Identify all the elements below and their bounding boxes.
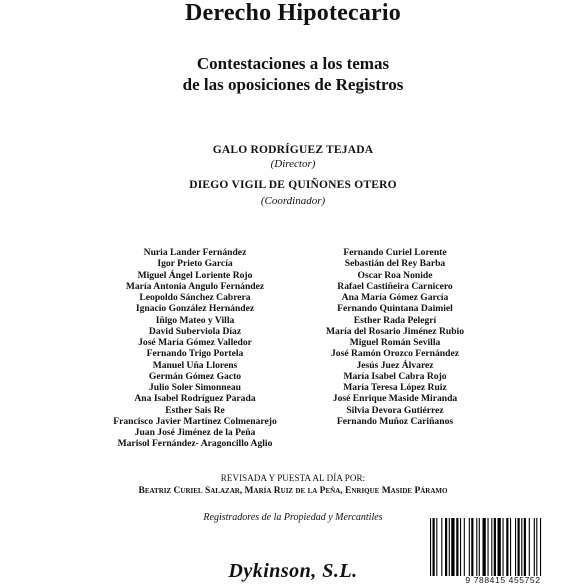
subtitle-line-1: Contestaciones a los temas: [196, 54, 390, 73]
barcode-bar: [469, 518, 470, 576]
barcode-bar: [510, 518, 511, 576]
author-name: Silvia Devora Gutiérrez: [346, 404, 444, 416]
director-role: (Director): [270, 158, 316, 170]
barcode-bar: [498, 518, 501, 576]
author-name: David Suberviola Díaz: [148, 325, 242, 337]
author-name: Miguel Ángel Loriente Rojo: [137, 269, 253, 281]
barcode-bar: [464, 518, 465, 576]
barcode-bar: [540, 518, 541, 576]
author-name: Juan José Jiménez de la Peña: [134, 427, 256, 438]
author-name: Nuria Lander Fernández: [143, 247, 247, 258]
author-name: Miguel Román Sevilla: [349, 337, 441, 348]
barcode-bar: [506, 518, 508, 576]
isbn-barcode: [420, 516, 586, 586]
author-name: Fernando Quintana Daimiel: [337, 303, 453, 315]
barcode-bar: [483, 518, 486, 576]
barcode-bar: [503, 518, 504, 576]
author-name: Ana Isabel Rodríguez Parada: [134, 393, 256, 405]
barcode-bar: [449, 518, 450, 576]
author-name: Igor Prieto García: [157, 258, 233, 270]
author-name: Marisol Fernández- Aragoncillo Aglio: [117, 438, 273, 450]
barcode-bar: [518, 518, 520, 576]
barcode-bar: [534, 518, 535, 576]
author-name: Manuel Uña Llorens: [152, 359, 238, 371]
author-name: Francisco Javier Martínez Colmenarejo: [113, 415, 277, 427]
barcode-bar: [536, 518, 537, 576]
author-name: Jesús Juez Álvarez: [356, 359, 434, 371]
author-name: María Antonia Angulo Fernández: [125, 280, 265, 292]
author-name: Esther Sais Re: [165, 404, 225, 416]
barcode-bar: [436, 518, 437, 576]
barcode-bar: [488, 518, 489, 576]
author-name: María Teresa López Ruiz: [343, 382, 447, 393]
author-name: José Ramón Orozco Fernández: [331, 348, 459, 360]
author-name: Julio Soler Simonneau: [148, 382, 242, 393]
barcode-bar: [515, 518, 516, 576]
book-title: Derecho Hipotecario: [185, 0, 401, 26]
barcode-bar: [471, 518, 473, 576]
barcode-bar: [430, 518, 431, 576]
author-name: José María Gómez Valledor: [138, 337, 252, 348]
author-name: María Isabel Cabra Rojo: [343, 370, 447, 382]
author-name: Esther Rada Pelegrí: [353, 314, 437, 326]
barcode-bar: [451, 518, 454, 576]
barcode-bar: [460, 518, 461, 576]
author-name: José Enrique Maside Miranda: [332, 393, 458, 405]
barcode-bar: [521, 518, 522, 576]
authors-left-column: [95, 247, 295, 450]
barcode-bar: [445, 518, 447, 576]
author-name: Ana María Gómez García: [341, 292, 449, 303]
author-name: Germán Gómez Gacto: [148, 370, 242, 382]
subtitle-line-2: de las oposiciones de Registros: [182, 75, 404, 94]
authors-right-column: [295, 247, 495, 427]
isbn-number: 9 788415 455752: [465, 575, 541, 585]
coordinator-role: (Coordinador): [260, 195, 326, 207]
revised-by-label: REVISADA Y PUESTA AL DÍA POR:: [220, 473, 366, 483]
barcode-bar: [441, 518, 442, 576]
author-name: María del Rosario Jiménez Rubio: [325, 325, 465, 337]
registrars-line: Registradores de la Propiedad y Mercantiles: [203, 512, 383, 523]
barcode-bar: [479, 518, 480, 576]
barcode-bar: [494, 518, 496, 576]
author-name: Fernando Curiel Lorente: [343, 247, 447, 258]
barcode-bar: [529, 518, 530, 576]
barcode-bar: [491, 518, 492, 576]
revised-by-names: Beatriz Curiel Salazar, María Ruiz de la Peña, Enrique Maside Páramo: [138, 486, 448, 496]
director-name: GALO RODRÍGUEZ TEJADA: [212, 144, 374, 156]
barcode-bar: [476, 518, 477, 576]
author-name: Iñigo Mateo y Villa: [155, 314, 235, 326]
barcode-bar: [456, 518, 458, 576]
barcode-bar: [433, 518, 435, 576]
author-name: Leopoldo Sánchez Cabrera: [139, 292, 251, 303]
author-name: Ignacio González Hernández: [135, 303, 255, 315]
barcode-icon: [428, 518, 578, 576]
barcode-bar: [524, 518, 526, 576]
author-name: Fernando Muñoz Cariñanos: [336, 415, 454, 427]
author-name: Fernando Trigo Portela: [146, 348, 244, 360]
author-name: Rafael Castiñeira Carnicero: [337, 280, 453, 292]
coordinator-name: DIEGO VIGIL DE QUIÑONES OTERO: [189, 179, 397, 191]
publisher-logo: Dykinson, S.L.: [228, 560, 358, 582]
author-name: Sebastián del Rey Barba: [344, 258, 446, 270]
author-name: Oscar Roa Nonide: [357, 269, 433, 281]
